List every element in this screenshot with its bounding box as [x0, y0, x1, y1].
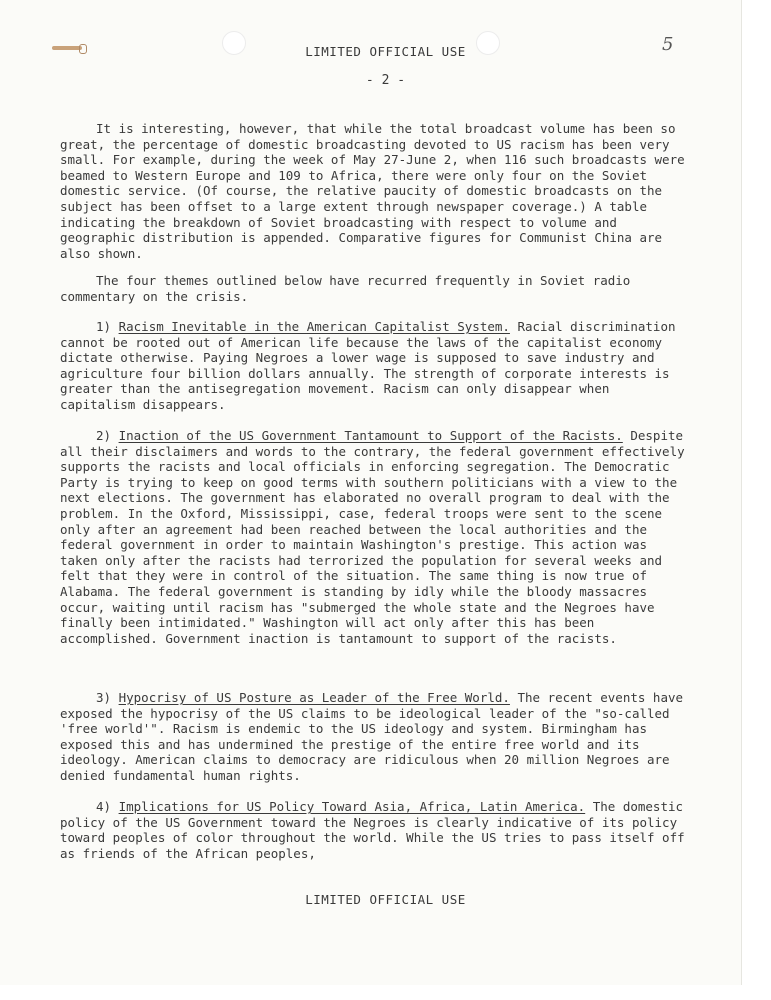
- intro-paragraph-text: It is interesting, however, that while the total broadcast volume has been so great, the percentage of domestic broadcasting devoted to US racism has been very small. For example, during the week of May 27-June 2, when 116 such broadcasts were beamed to Western Europe and 109 to Africa, there were only four on the Soviet domestic service. (Of course, the relative paucity of domestic broadcasts on the subject has been offset to a large extent through newspaper coverage.) A table indicating the breakdown of Soviet broadcasting with respect to volume and geographic distribution is appended. Comparative figures for Communist China are also shown.: [60, 121, 685, 261]
- theme-body: The domestic policy of the US Government toward the Negroes is clearly indicative of its policy toward peoples of color throughout the world. While the US tries to pass itself off as friends of the African peoples,: [60, 799, 685, 861]
- theme-paragraph-1: [60, 319, 685, 413]
- header-classification: LIMITED OFFICIAL USE: [305, 44, 466, 59]
- theme-paragraph-2: [60, 428, 685, 646]
- page-number: - 2 -: [365, 73, 406, 88]
- theme-number: 1): [96, 319, 112, 334]
- theme-number: 3): [96, 690, 112, 705]
- theme-heading: Implications for US Policy Toward Asia, Africa, Latin America.: [118, 799, 586, 814]
- theme-heading: Racism Inevitable in the American Capitalist System.: [118, 319, 510, 334]
- theme-number: 4): [96, 799, 112, 814]
- handwritten-page-mark: 5: [662, 34, 674, 55]
- theme-number: 2): [96, 428, 112, 443]
- themes-intro-text: The four themes outlined below have recurred frequently in Soviet radio commentary on the crisis.: [60, 273, 631, 304]
- theme-heading: Inaction of the US Government Tantamount to Support of the Racists.: [118, 428, 623, 443]
- theme-body: The recent events have exposed the hypocrisy of the US claims to be ideological leader of the "so-called 'free world'". Racism is endemic to the US ideology and system. Birmingham has exposed this and has undermined the prestige of the entire free world and its ideology. American claims to democracy are ridiculous when 20 million Negroes are denied fundamental human rights.: [60, 690, 684, 783]
- theme-paragraph-4: [60, 799, 685, 861]
- theme-paragraph-3: [60, 690, 685, 784]
- theme-heading: Hypocrisy of US Posture as Leader of the Free World.: [118, 690, 510, 705]
- intro-paragraph: [60, 121, 685, 261]
- theme-body: Racial discrimination cannot be rooted out of American life because the laws of the capitalist economy dictate otherwise. Paying Negroes a lower wage is supposed to save industry and agriculture four billion dollars annually. The strength of corporate interests is greater than the antisegregation movement. Racism can only disappear when capitalism disappears.: [60, 319, 676, 412]
- footer-classification: LIMITED OFFICIAL USE: [305, 892, 466, 907]
- theme-body: Despite all their disclaimers and words to the contrary, the federal government effectively supports the racists and local officials in enforcing segregation. The Democratic Party is trying to keep on good terms with southern politicians with a view to the next elections. The government has elaborated no overall program to deal with the problem. In the Oxford, Mississippi, case, federal troops were sent to the scene only after an agreement had been reached between the local authorities and the federal government in order to maintain Washington's prestige. This action was taken only after the racists had terrorized the population for several weeks and felt that they were in control of the situation. The same thing is now true of Alabama. The federal government is standing by idly while the bloody massacres occur, waiting until racism has "submerged the whole state and the Negroes have finally been intimidated." Washington will act only after this has been accomplished. Government inaction is tantamount to support of the racists.: [60, 428, 685, 646]
- themes-intro-paragraph: [60, 273, 685, 304]
